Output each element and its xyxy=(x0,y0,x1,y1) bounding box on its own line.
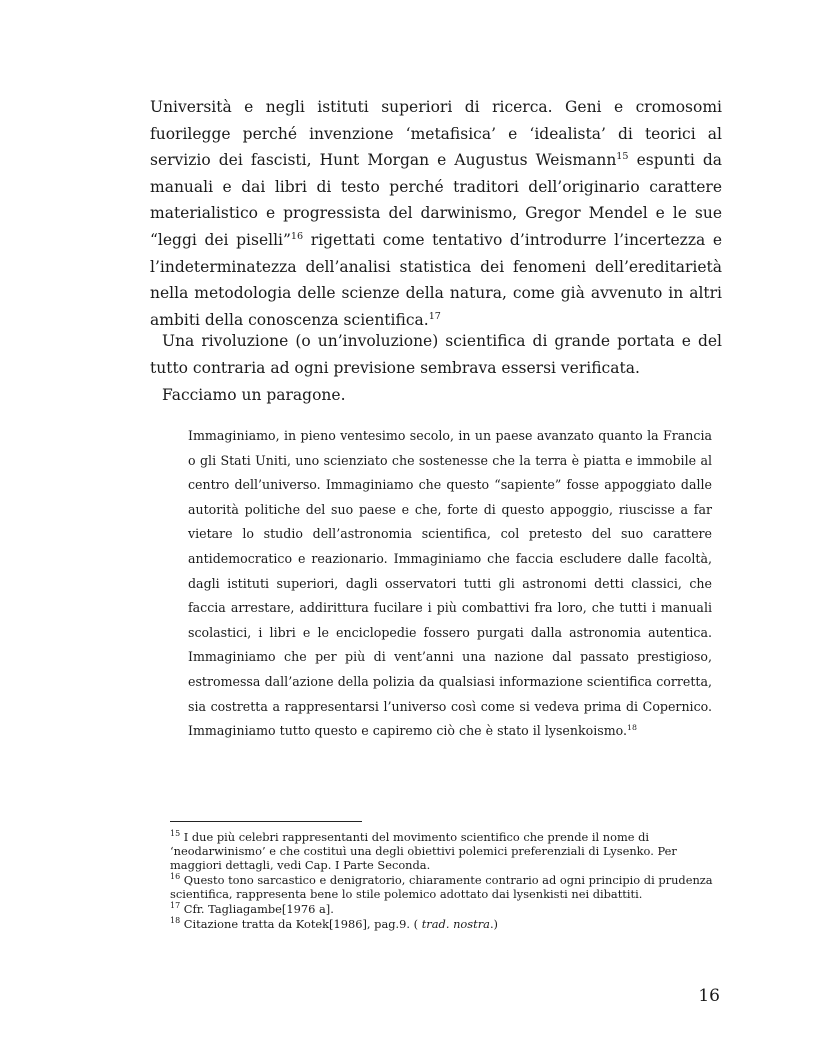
footnote-text: Questo tono sarcastico e denigratorio, chiaramente contrario ad ogni principio di prudenza scientifica, rappresenta bene lo stile polemico adottato dai lysenkisti nei dibattiti. xyxy=(170,873,713,902)
footnote-text: Citazione tratta da Kotek[1986], pag.9. ( xyxy=(183,916,422,931)
footnote-text-end: .) xyxy=(489,916,499,931)
footnote-16 xyxy=(170,873,722,901)
footnote-number: 18 xyxy=(170,915,181,925)
footnote-ref-18[interactable]: 18 xyxy=(627,722,637,732)
quote-text: Immaginiamo, in pieno ventesimo secolo, in un paese avanzato quanto la Francia o gli Stati Uniti, uno scienziato che sostenesse che la terra è piatta e immobile al centro dell’universo. Immaginiamo che questo “sapiente” fosse appoggiato dalle autorità politiche del suo paese e che, forte di questo appoggio, riuscisse a far vietare lo studio dell’astronomia scientifica, col pretesto del suo carattere antidemocratico e reazionario. Immaginiamo che faccia escludere dalle facoltà, dagli istituti superiori, dagli osservatori tutti gli astronomi detti classici, che faccia arrestare, addirittura fucilare i più combattivi fra loro, che tutti i manuali scolastici, i libri e le enciclopedie fossero purgati dalla astronomia autentica. Immaginiamo che per più di vent’anni una nazione dal passato prestigioso, estromessa dall’azione della polizia da qualsiasi informazione scientifica corretta, sia costretta a rappresentarsi l’universo così come si vedeva prima di Copernico. Immaginiamo tutto questo e capiremo ciò che è stato il lysenkoismo. xyxy=(188,428,712,739)
footnote-text: Cfr. Tagliagambe[1976 a]. xyxy=(183,902,334,917)
body-paragraph-3: Facciamo un paragone. xyxy=(162,386,346,404)
footnote-number: 15 xyxy=(170,829,181,839)
footnote-15 xyxy=(170,830,722,873)
footnote-text: I due più celebri rappresentanti del movimento scientifico che prende il nome di ‘neodarwinismo’ e che costituì una degli obiettivi polemici preferenziali di Lysenko. Per maggiori dettagli, vedi Cap. I Parte Seconda. xyxy=(170,830,677,873)
footnote-18 xyxy=(170,917,722,931)
paragraph-text: Università e negli istituti superiori di ricerca. Geni e cromosomi fuorilegge perché invenzione ‘metafisica’ e ‘idealista’ di teorici al servizio dei fascisti, Hunt Morgan e Augustus Weismann xyxy=(150,98,722,170)
paragraph-text: espunti da manuali e dai libri di testo perché traditori dell’originario carattere materialistico e progressista del darwinismo, Gregor Mendel e le sue “leggi dei piselli” xyxy=(150,151,722,249)
footnote-17 xyxy=(170,902,722,916)
footnote-separator xyxy=(170,821,362,822)
footnote-number: 17 xyxy=(170,901,181,911)
block-quote xyxy=(188,424,712,744)
footnotes xyxy=(170,830,722,931)
footnote-ref-16[interactable]: 16 xyxy=(290,230,304,242)
footnote-ref-15[interactable]: 15 xyxy=(616,151,629,163)
footnote-italic: trad. nostra xyxy=(421,916,490,931)
body-paragraph-1 xyxy=(150,94,722,333)
page-number: 16 xyxy=(698,986,720,1006)
footnote-ref-17[interactable]: 17 xyxy=(428,310,441,322)
paragraph-text: rigettati come tentativo d’introdurre l’incertezza e l’indeterminatezza dell’analisi statistica dei fenomeni dell’ereditarietà nella metodologia delle scienze della natura, come già avvenuto in altri ambiti della conoscenza scientifica. xyxy=(150,230,722,329)
footnote-number: 16 xyxy=(170,872,181,882)
body-paragraph-2: Una rivoluzione (o un’involuzione) scientifica di grande portata e del tutto contraria ad ogni previsione sembrava essersi verificata. xyxy=(150,332,722,377)
